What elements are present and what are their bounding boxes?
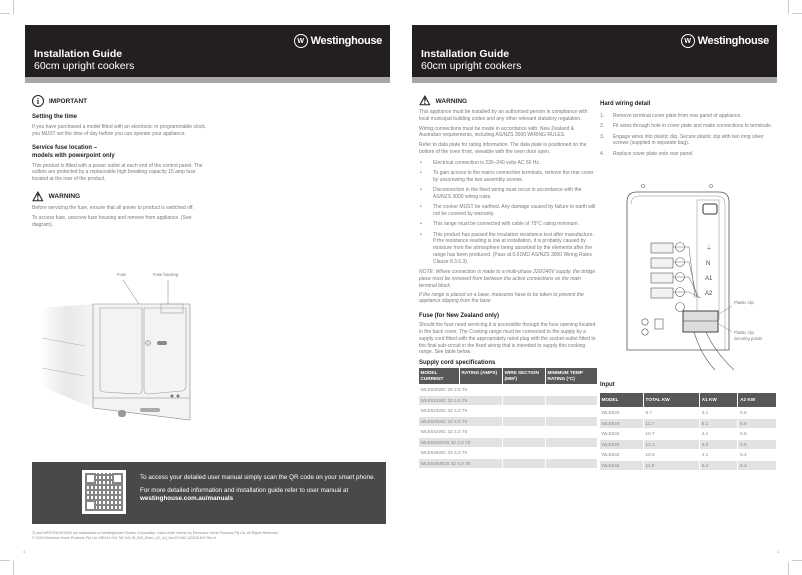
table-row: WLE642 10.5 4.1 6.4 bbox=[601, 452, 747, 458]
warning-text-2: To access fuse, unscrew fuse housing and remove from appliance. (See diagram). bbox=[32, 214, 192, 228]
qr-pattern bbox=[85, 473, 123, 511]
clip-securing-label-1: Plastic clip bbox=[734, 330, 754, 335]
supply-cord-table bbox=[418, 367, 598, 469]
bullet-item: • Electrical connection is 230–240 volts AC 50 Hz. bbox=[419, 160, 597, 167]
warning-label: WARNING bbox=[48, 193, 81, 201]
earth-terminal-label: ⏚ bbox=[706, 246, 713, 252]
fuse-location-text: This product is fitted with a power outlet at each end of the control panel. The outlets are protected by a replaceable high breaking capacity 15 amp fuse located at the rear of the product. bbox=[32, 162, 203, 183]
guide-subtitle: 60cm upright cookers bbox=[34, 60, 135, 72]
table-row: WLE642WCB 32 4.0 75 bbox=[419, 438, 597, 448]
page-number-right: 1 bbox=[777, 549, 780, 554]
installation-warning bbox=[419, 95, 597, 469]
step-item: 2. Fit wires through hole in cover plate and make connections to terminals. bbox=[600, 123, 772, 130]
important-section bbox=[32, 95, 212, 228]
note-multiphase: NOTE: Where connection is made to a multi-phase 220/240V supply, the bridge piece must be removed from between the active connections on the main terminal block. bbox=[419, 269, 596, 289]
input-title: Input bbox=[600, 382, 615, 388]
qr-code[interactable] bbox=[82, 470, 126, 514]
fuse-diagram bbox=[30, 268, 220, 443]
table-row: WLE622 10.7 4.1 6.6 bbox=[601, 431, 747, 437]
col-header: WIRE SECTION (MM²) bbox=[503, 368, 545, 384]
page-number-left: 4 bbox=[23, 549, 26, 554]
terminal-block-illustration bbox=[619, 180, 799, 375]
note-base: If the range is placed on a base, measures have to be taken to prevent the appliance slipping from the base bbox=[419, 291, 584, 305]
warning-bullets bbox=[419, 160, 597, 266]
input-section bbox=[600, 381, 780, 471]
step-item: 4. Replace cover plate onto rear panel. bbox=[600, 150, 694, 157]
plastic-clip-label: Plastic clip bbox=[734, 300, 754, 305]
col-header: A1 KW bbox=[700, 393, 737, 407]
manual-reference: For more detailed information and installation guide refer to user manual at bbox=[140, 486, 349, 494]
terminal-diagram bbox=[619, 180, 799, 375]
col-header: MODEL CURRENT bbox=[419, 368, 459, 384]
brand-name: Westinghouse bbox=[310, 35, 382, 47]
input-table bbox=[599, 392, 777, 471]
warning-p1: This appliance must be installed by an authorised person in compliance with local municipal building codes and any other relevant statutory regulation. bbox=[419, 109, 588, 122]
banner-underline bbox=[412, 77, 777, 83]
warning-icon: ⚠ bbox=[419, 93, 431, 108]
qr-instruction: To access your detailed user manual simply scan the QR code on your smart phone. bbox=[140, 474, 376, 481]
a2-terminal-label: A2 bbox=[705, 291, 713, 297]
bullet-item: • This range must be connected with cable of 75°C rating minimum. bbox=[419, 221, 597, 228]
setting-time-title: Setting the time bbox=[32, 114, 78, 120]
fuse-housing-label: Fuse housing bbox=[153, 272, 179, 277]
hard-wiring-title: Hard wiring detail bbox=[600, 101, 651, 107]
step-item: 3. Engage wires into plastic clip. Secure plastic clip with two long silver screws (supplied in separate bag). bbox=[600, 133, 764, 147]
banner-underline bbox=[25, 77, 390, 83]
bullet-item: • The cooker MUST be earthed. Any damage caused by failure to earth will not be covered by warranty. bbox=[419, 204, 597, 218]
col-header: A2 KW bbox=[738, 393, 775, 407]
neutral-terminal-label: N bbox=[706, 261, 711, 267]
info-icon: i bbox=[32, 95, 44, 107]
warning-icon: ⚠ bbox=[32, 188, 44, 204]
westinghouse-mark-icon: W bbox=[294, 34, 308, 48]
right-page bbox=[401, 0, 802, 575]
brand-name: Westinghouse bbox=[697, 35, 769, 47]
copyright-line: © 2023 Electrolux Home Products Pty Ltd. ABN 51 004 762 341 W_INS_60cm_UC_A4_Nov23 ANC A20231602 Rev A bbox=[32, 536, 216, 540]
table-row: WLE624 11.7 5.1 6.6 bbox=[600, 419, 776, 429]
col-header: MODEL bbox=[600, 393, 643, 407]
fuse-nz-title: Fuse (for New Zealand only) bbox=[419, 313, 500, 320]
fuse-location-title-2: models with powerpoint only bbox=[32, 152, 115, 159]
header-banner bbox=[412, 25, 777, 77]
clip-securing-label-2: securing points bbox=[734, 336, 763, 341]
table-row: WLE645 11.8 5.4 6.4 bbox=[600, 461, 776, 471]
guide-title: Installation Guide bbox=[421, 48, 510, 60]
table-row: WLE624WC 32 4.0 75 bbox=[419, 396, 597, 406]
table-row: WLE622WC 32 4.0 75 bbox=[420, 408, 468, 414]
westinghouse-mark-icon: W bbox=[681, 34, 695, 48]
table-row: WLE625 12.1 5.5 6.6 bbox=[600, 440, 776, 450]
col-header: RATING (AMPS) bbox=[460, 368, 502, 384]
guide-title: Installation Guide bbox=[34, 48, 123, 60]
manual-link[interactable]: westinghouse.com.au/manuals bbox=[140, 495, 234, 502]
warning-p2: Wiring connections must be made in accordance with: New Zealand & Australian requirements, including AS/NZS 3000 WIRING RULES. bbox=[419, 125, 575, 139]
warning-p3: Refer to data plate for rating information. The data plate is positioned on the bottom of the oven front, viewable with the oven door open. bbox=[419, 142, 587, 155]
westinghouse-logo bbox=[681, 34, 769, 48]
header-banner bbox=[25, 25, 390, 77]
warning-label: WARNING bbox=[435, 97, 468, 105]
qr-text bbox=[140, 474, 380, 504]
table-row: WLE642WC 32 4.0 75 bbox=[420, 429, 468, 435]
table-row: WLE645WC 32 4.0 75 bbox=[420, 450, 468, 456]
trademark-line: Ⓦ and WESTINGHOUSE are trademarks of Westinghouse Electric Corporation. Used under license by Electrolux Home Products Pty Ltd. All Rights Reserved. bbox=[32, 531, 279, 535]
bullet-item: • Disconnection in the fixed wiring must occur in accordance with the AS/NZS 3000 wiring rules. bbox=[419, 187, 597, 201]
table-row: WLE625WC 32 4.0 75 bbox=[419, 417, 597, 427]
fuse-nz-text: Should the fuse need servicing it is accessible through the fuse opening located in the back cover. The Cooking range must be connected to the supply by a supply cord fitted with the appropriately rated plug with the socket-outlet fitted to the final sub-circuit in the fixed wiring that is intended to supply this cooking range. See table below. bbox=[419, 322, 596, 356]
fuse-label: Fuse bbox=[117, 272, 127, 277]
fuse-location-title-1: Service fuse location – bbox=[32, 144, 98, 151]
legal-notice bbox=[32, 531, 362, 541]
cooker-rear-illustration bbox=[30, 268, 220, 443]
supply-cord-title: Supply cord specifications bbox=[419, 360, 496, 367]
table-row: WLE620 9.7 3.1 6.6 bbox=[601, 410, 747, 416]
table-row: WLE620WC 25 2.5 75 bbox=[420, 387, 468, 393]
hard-wiring-section bbox=[600, 100, 780, 161]
a1-terminal-label: A1 bbox=[705, 276, 713, 282]
setting-time-text: If you have purchased a model fitted with an electronic or programmable clock, you MUST set the time of day before you can operate your appliance. bbox=[32, 124, 207, 137]
col-header: MINIMUM TEMP RATING (°C) bbox=[546, 368, 597, 384]
hard-wiring-steps bbox=[600, 113, 780, 157]
guide-subtitle: 60cm upright cookers bbox=[421, 60, 522, 72]
table-row: WLE645WCB 32 4.0 75 bbox=[419, 459, 597, 469]
warning-text-1: Before servicing the fuse, ensure that all power to product is switched off. bbox=[32, 204, 194, 211]
bullet-item: • To gain access to the mains connection terminals, remove the rear cover by unscrewing the two assembly screws. bbox=[419, 170, 597, 184]
step-item: 1. Remove terminal cover plate from rear panel of appliance. bbox=[600, 113, 742, 119]
col-header: TOTAL KW bbox=[644, 393, 699, 407]
important-label: IMPORTANT bbox=[49, 97, 88, 105]
westinghouse-logo bbox=[294, 34, 382, 48]
bullet-item: • This product has passed the insulation resistance test after manufacture. If the resistance reading is low at installation, it is probably caused by moisture from the atmosphere being absorbed by the elements after the range has been produced. (Pass at 0.01MΩ AS/NZS 3000 Wiring Rules Clause 8.3.6.3). bbox=[419, 232, 597, 266]
qr-info-box bbox=[32, 462, 386, 524]
